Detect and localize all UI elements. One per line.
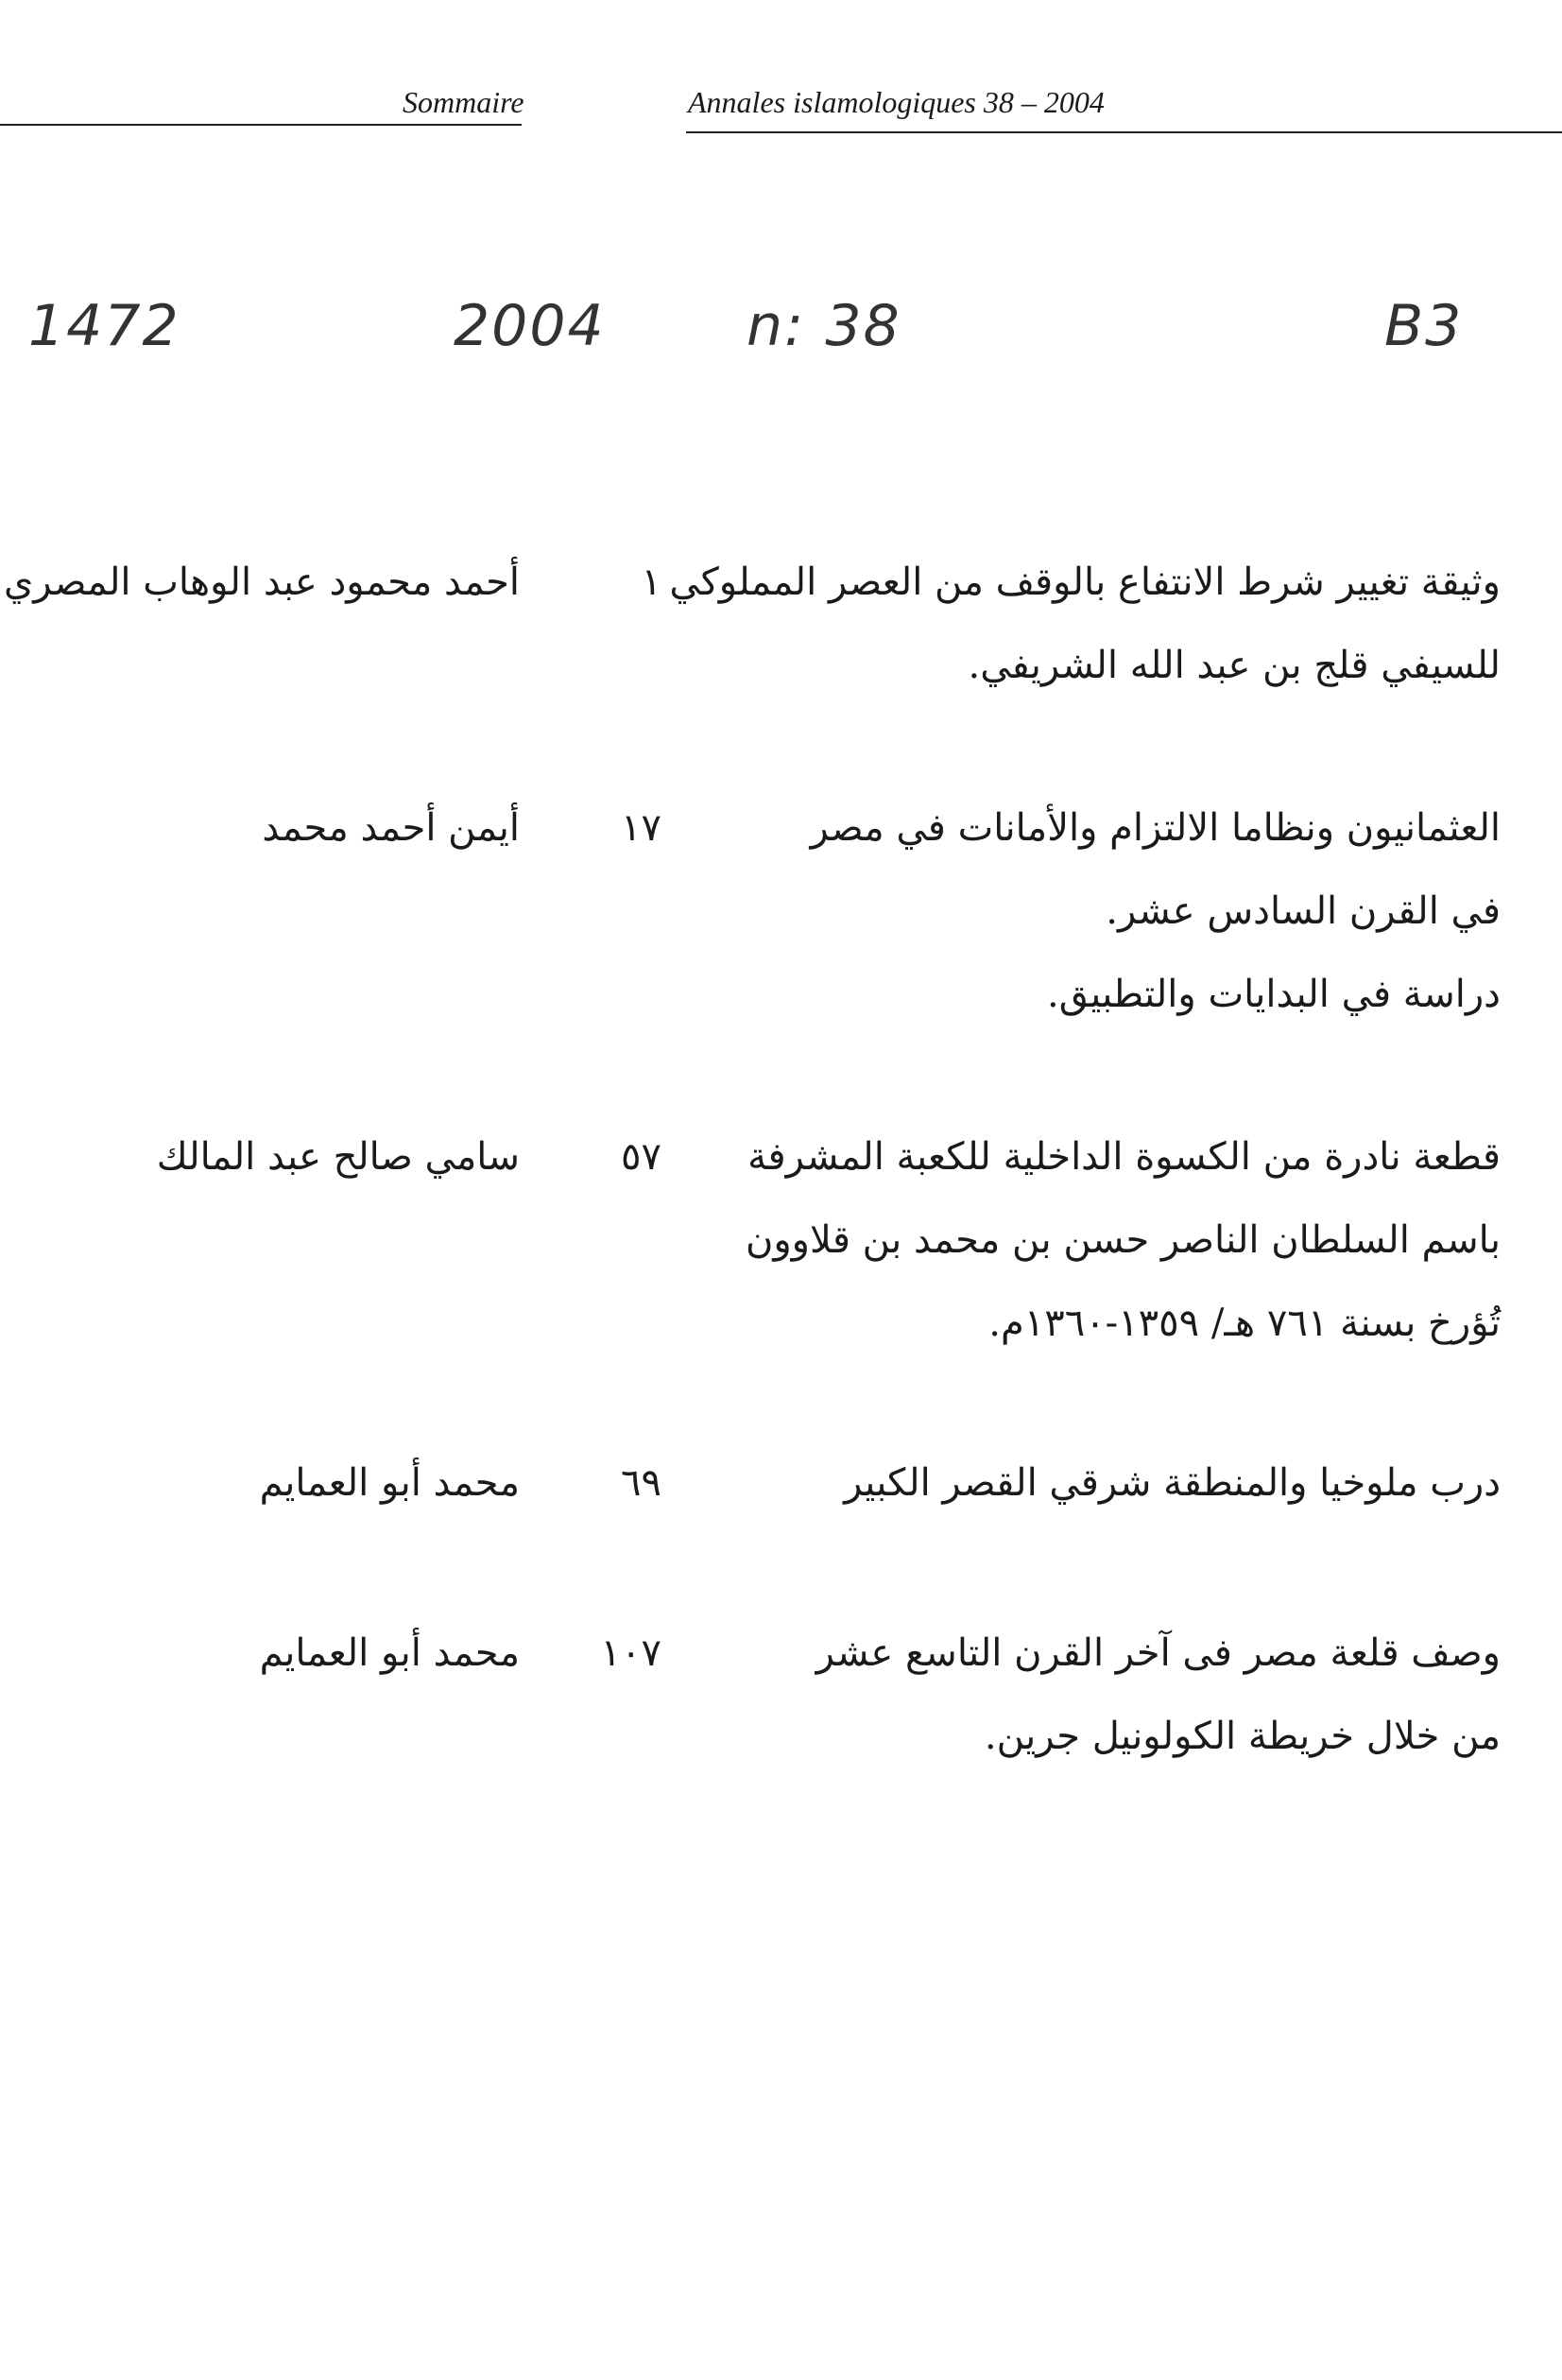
article-title-line: درب ملوخيا والمنطقة شرقي القصر الكبير (844, 1461, 1501, 1505)
article-title-line: قطعة نادرة من الكسوة الداخلية للكعبة المشرفة (747, 1135, 1501, 1179)
handwritten-note: 1472 (28, 293, 180, 359)
article-title-line: وصف قلعة مصر فى آخر القرن التاسع عشر (815, 1631, 1501, 1675)
page-number: ٥٧ (621, 1135, 661, 1179)
article-title (697, 1115, 1501, 1365)
article-title-line: من خلال خريطة الكولونيل جرين. (984, 1715, 1501, 1758)
page-number: ١٧ (621, 806, 661, 850)
article-title-line: للسيفي قلج بن عبد الله الشريفي. (968, 644, 1501, 687)
article-title (697, 1441, 1501, 1525)
author-name: سامي صالح عبد المالك (156, 1135, 520, 1179)
page-number: ١ (641, 561, 661, 604)
journal-title: Annales islamologiques 38 – 2004 (688, 85, 1105, 119)
article-title-line: العثمانيون ونظاما الالتزام والأمانات في مصر (810, 806, 1501, 850)
page-number: ٦٩ (621, 1461, 661, 1505)
article-title-line: تُؤرخ بسنة ٧٦١ هـ/ ١٣٥٩-١٣٦٠م. (988, 1302, 1501, 1345)
article-title (669, 541, 1501, 707)
author-name: أحمد محمود عبد الوهاب المصري (4, 561, 520, 604)
article-title-line: وثيقة تغيير شرط الانتفاع بالوقف من العصر المملوكي (669, 561, 1501, 604)
author-name: محمد أبو العمايم (259, 1631, 520, 1675)
article-title (697, 786, 1501, 1036)
author-name: أيمن أحمد محمد (262, 806, 520, 850)
article-title-line: دراسة في البدايات والتطبيق. (1047, 973, 1501, 1016)
article-title-line: باسم السلطان الناصر حسن بن محمد بن قلاوون (745, 1218, 1501, 1262)
handwritten-issue: n: 38 (747, 293, 901, 359)
handwritten-year: 2004 (454, 293, 606, 359)
article-title (697, 1612, 1501, 1778)
section-title: Sommaire (403, 85, 524, 119)
handwritten-shelfmark: B3 (1384, 293, 1464, 359)
page-number: ١٠٧ (600, 1631, 661, 1675)
article-title-line: في القرن السادس عشر. (1106, 889, 1501, 933)
author-name: محمد أبو العمايم (259, 1461, 520, 1505)
